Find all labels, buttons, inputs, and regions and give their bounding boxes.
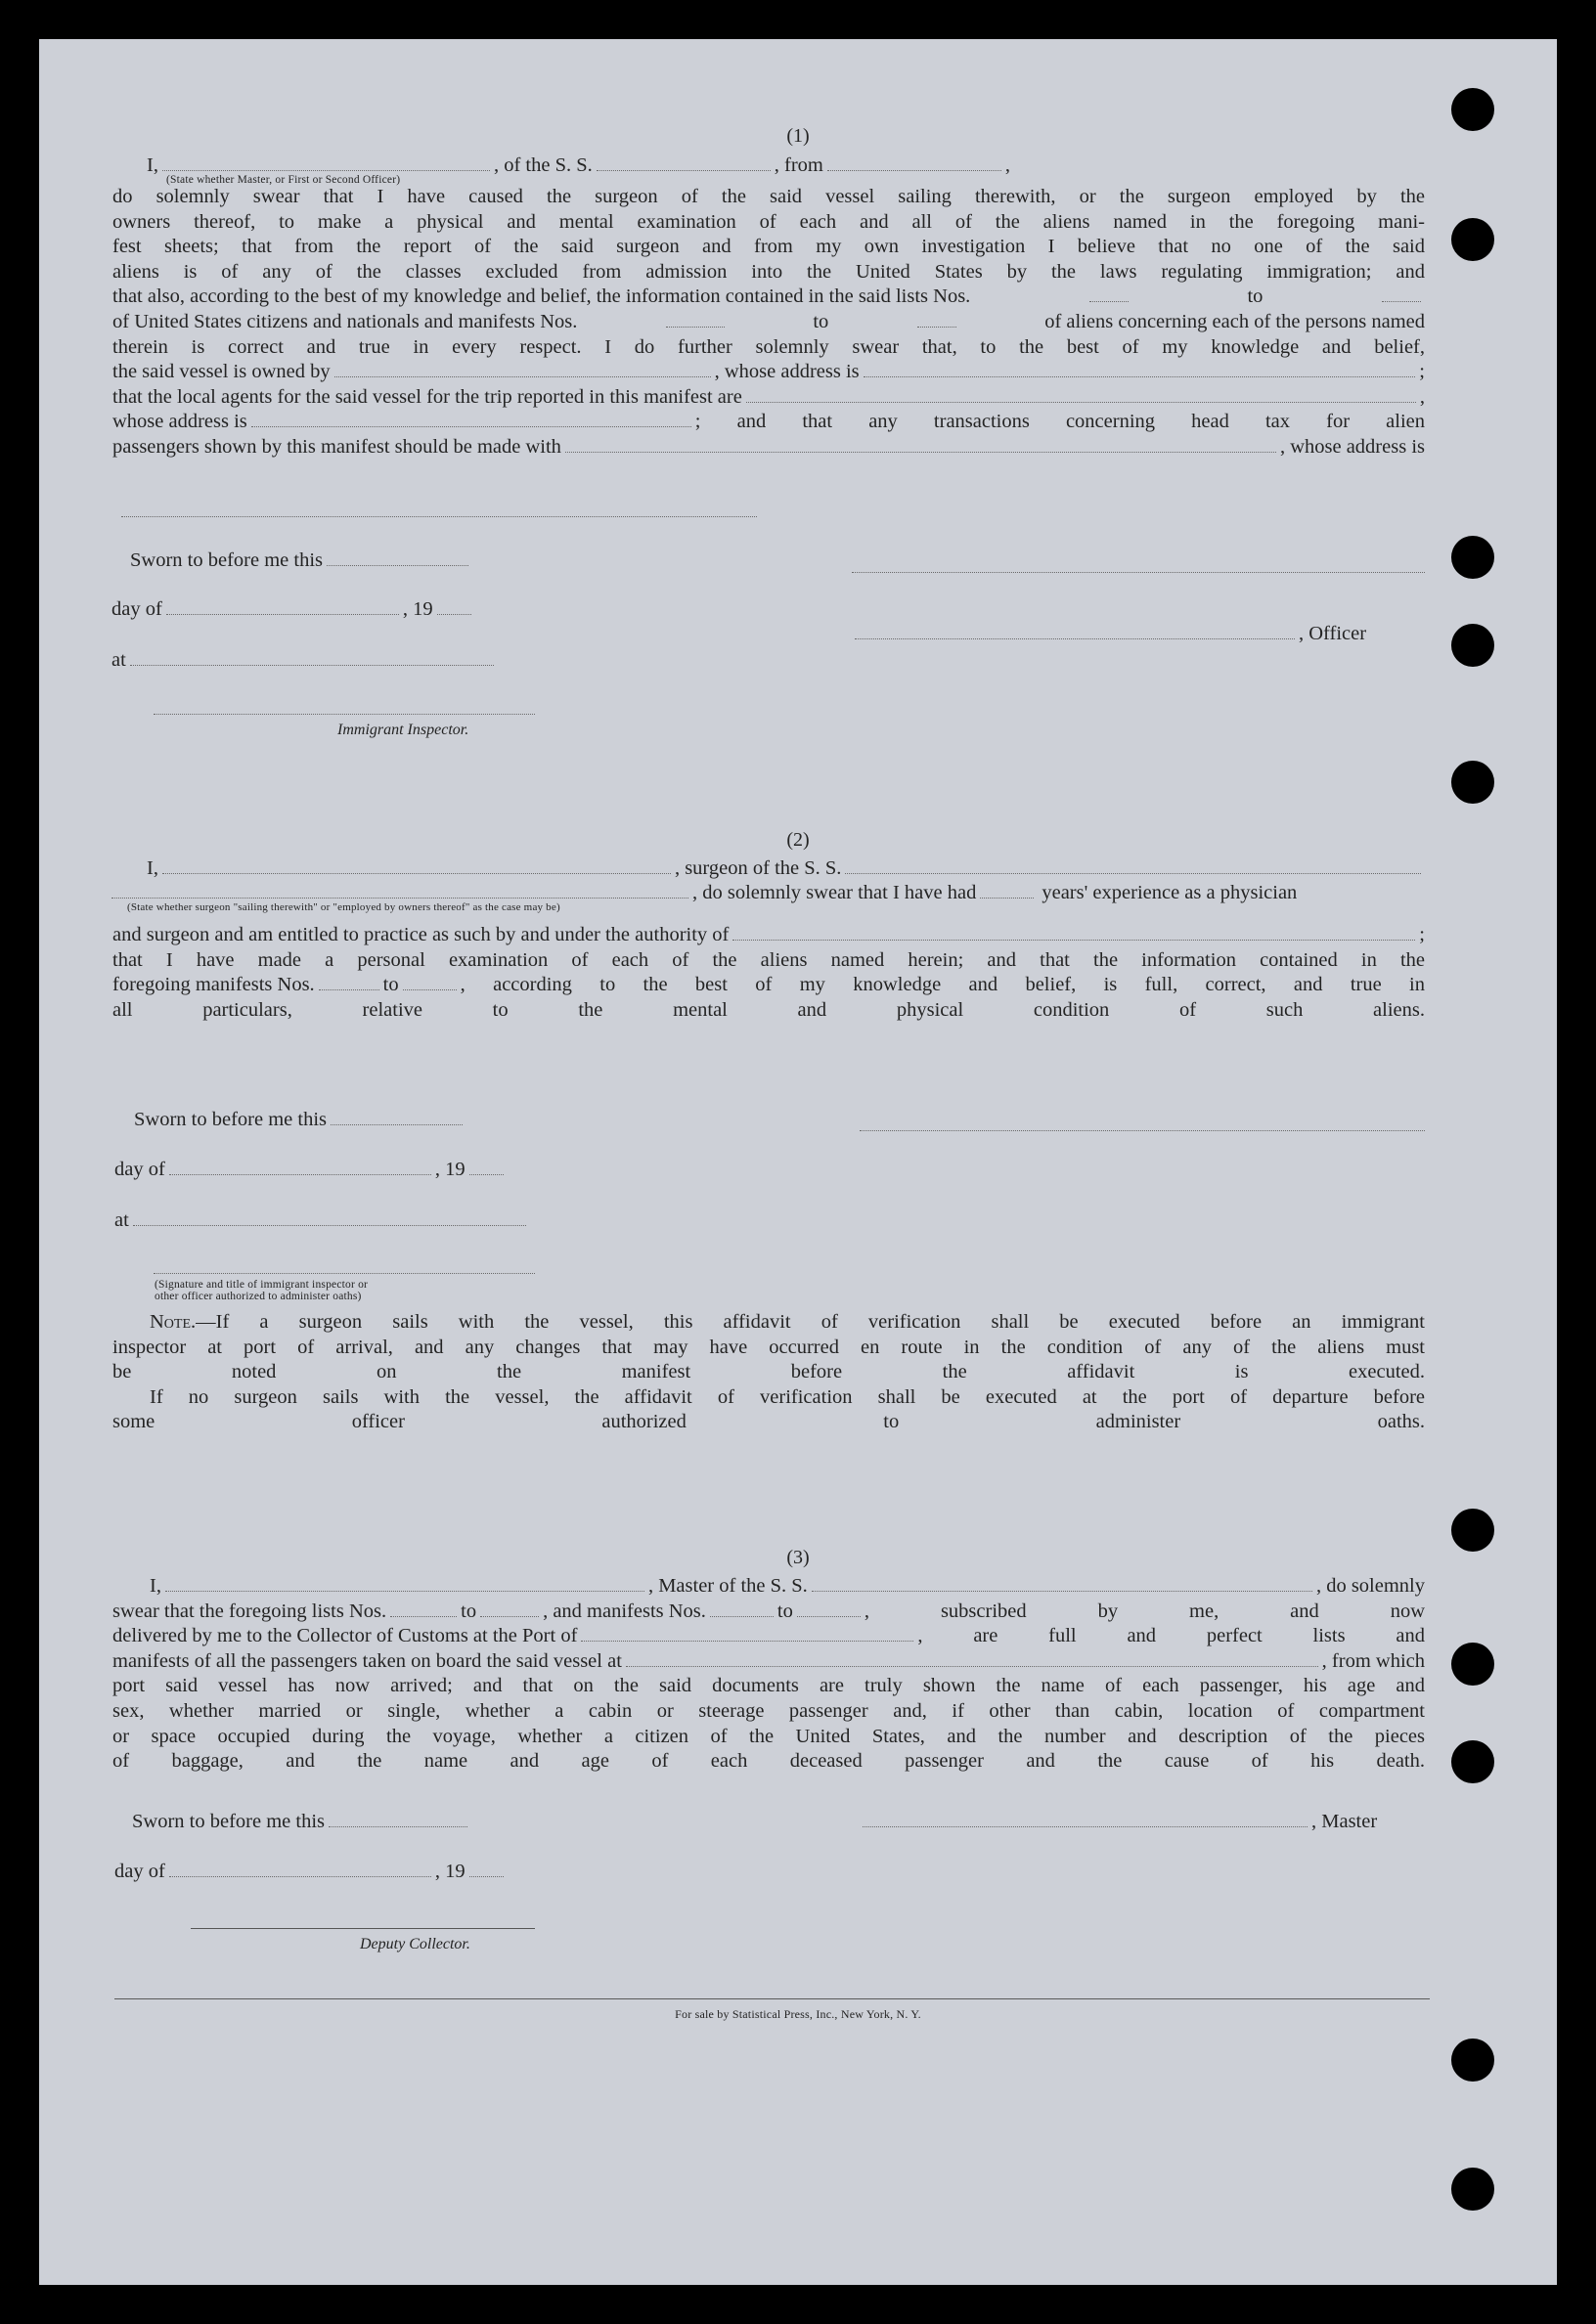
s1-day-field[interactable] [166,613,399,615]
s2-experience-line: , do solemnly swear that I have had years' experience as a physician [108,882,1425,904]
s3-day-field[interactable] [169,1875,431,1877]
s3-lists-to-field[interactable] [480,1615,539,1617]
years-experience-field[interactable] [980,897,1034,899]
s1-body: do solemnly swear that I have caused the surgeon of the said vessel sailing therewith, or the surgeon employed by the owners thereof, to make a physical and mental examination of each and all of the aliens named in the foregoing mani- fest sheets; that from the report of the said surgeon and from my own investigation I believe that no one of the said aliens is of any of the classes excluded from admission into the United States by the laws regulating immigration; and that also, according to the best of my knowledge and belief, the information contained in the said lists Nos. to of United States citizens and nationals and manifests Nos. to of aliens concerning each of the persons named therein is correct and true in every respect. I do further solemnly swear that, to the best of my knowledge and belief, the said vessel is owned by , whose address is ; that the local agents for the said vessel for the trip reported in this manifest are , whose address is ; and that any transactions concerning head tax for alien passengers shown by this manifest should be made with , whose address is [112,186,1425,458]
s3-body: I, , Master of the S. S. , do solemnly swear that the foregoing lists Nos. to , and manifests Nos. to , subscribed by me, and now delivered by me to the Collector of Customs at the Port of , are full and perfect lists and manifests of all the passengers taken on board the said vessel at , from which port said vessel has now arrived; and that on the said documents are truly shown the name of each passenger, his age and sex, whether married or single, whether a cabin or steerage passenger and, if other than cabin, location of compartment or space occupied during the voyage, whether a citizen of the United States, and the number and description of the pieces of baggage, and the name and age of each deceased passenger and the cause of his death. [112,1575,1425,1773]
s2-sworn-date-field[interactable] [331,1123,463,1125]
punch-hole [1451,1643,1494,1686]
s3-master-sign-field[interactable] [863,1825,1308,1827]
collector-sign-line[interactable] [191,1928,535,1929]
s2-sworn-row: Sworn to before me this [134,1109,466,1131]
citizen-list-from-field[interactable] [1089,300,1129,302]
s1-year-field[interactable] [437,613,471,615]
footer-rule [114,1998,1430,1999]
surgeon-hint: (State whether surgeon "sailing therewith" or "employed by owners thereof" as the case may be) [127,901,560,913]
section-3-number: (3) [786,1547,810,1568]
master-name-field[interactable] [165,1590,644,1592]
s2-body: and surgeon and am entitled to practice as such by and under the authority of ; that I have made a personal examination of each of the aliens named herein; and that the information contained in the foregoing manifests Nos. to , according to the best of my knowledge and belief, is full, correct, and true in all particulars, relative to the mental and physical condition of such aliens. [112,924,1425,1021]
s2-signature-line[interactable] [860,1130,1425,1131]
s2-oath-line: I, , surgeon of the S. S. [108,857,1425,880]
s1-inspector-sign-line[interactable] [154,714,535,715]
s3-master-row: , Master [859,1811,1377,1833]
s2-day-field[interactable] [169,1173,431,1175]
officer-rank-field[interactable] [162,169,490,171]
punch-hole [1451,624,1494,667]
printer-imprint: For sale by Statistical Press, Inc., New York, N. Y. [675,2007,921,2021]
contact-address-field[interactable] [121,516,757,517]
s3-year-field[interactable] [469,1875,504,1877]
s1-day-row: day of , 19 [111,598,475,621]
s3-manifests-to-field[interactable] [797,1615,861,1617]
vessel-owner-field[interactable] [334,375,711,377]
punch-hole [1451,2039,1494,2082]
s1-at-row: at [111,649,498,672]
s2-sig-hint: (Signature and title of immigrant inspector or other officer authorized to administer oaths) [155,1279,369,1302]
owner-address-field[interactable] [864,375,1416,377]
origin-port-field[interactable] [827,169,1001,171]
s1-prefix: I, [147,154,158,176]
s3-sworn-date-field[interactable] [329,1825,467,1827]
vessel-name-field[interactable] [597,169,771,171]
authority-field[interactable] [732,939,1415,941]
punch-hole [1451,2168,1494,2211]
s3-manifests-from-field[interactable] [710,1615,774,1617]
section-2-number: (2) [786,829,810,851]
s2-inspector-sign-line[interactable] [154,1273,535,1274]
s1-place-field[interactable] [130,664,494,666]
collector-title: Deputy Collector. [360,1936,470,1952]
alien-manifest-to-field[interactable] [917,326,956,328]
s1-officer-row: , Officer [851,623,1366,645]
punch-hole [1451,1740,1494,1783]
s1-oath-line: I, , of the S. S. , from , [147,154,1010,176]
form-page [39,39,1557,2285]
note-label: Note. [150,1311,197,1333]
s2-manifest-from-field[interactable] [319,988,379,990]
head-tax-contact-field[interactable] [565,451,1276,453]
port-of-arrival-field[interactable] [581,1640,913,1642]
surgeon-status-field[interactable] [111,897,688,899]
punch-hole [1451,761,1494,804]
s1-sworn-row: Sworn to before me this [130,549,472,572]
punch-hole [1451,218,1494,261]
s3-vessel-field[interactable] [812,1590,1312,1592]
s1-officer-sign-field[interactable] [855,637,1295,639]
section-1-number: (1) [786,125,810,147]
s2-day-row: day of , 19 [114,1159,508,1181]
s3-day-row: day of , 19 [114,1861,508,1883]
s2-place-field[interactable] [133,1224,526,1226]
punch-hole [1451,536,1494,579]
local-agents-field[interactable] [746,401,1416,403]
punch-hole [1451,88,1494,131]
inspector-title: Immigrant Inspector. [337,722,469,738]
s3-sworn-row: Sworn to before me this [132,1811,471,1833]
s2-manifest-to-field[interactable] [403,988,457,990]
alien-manifest-from-field[interactable] [666,326,725,328]
s1-signature-line[interactable] [852,572,1425,573]
citizen-list-to-field[interactable] [1382,300,1421,302]
note-block: Note.—If a surgeon sails with the vessel, this affidavit of verification shall be executed before an immigrant inspector at port of arrival, and any changes that may have occurred en route in the condition of any of the aliens must be noted on the manifest before the affidavit is executed. If no surgeon sails with the vessel, the affidavit of verification shall be executed at the port of departure before some officer authorized to administer oaths. [112,1311,1425,1433]
port-of-embarkation-field[interactable] [626,1665,1318,1667]
s3-lists-from-field[interactable] [390,1615,457,1617]
agent-address-field[interactable] [251,425,691,427]
s2-year-field[interactable] [469,1173,504,1175]
s2-vessel-field[interactable] [845,872,1421,874]
officer-hint: (State whether Master, or First or Second Officer) [166,174,401,186]
s1-sworn-date-field[interactable] [327,564,468,566]
surgeon-name-field[interactable] [162,872,671,874]
s2-at-row: at [114,1209,530,1232]
punch-hole [1451,1509,1494,1552]
